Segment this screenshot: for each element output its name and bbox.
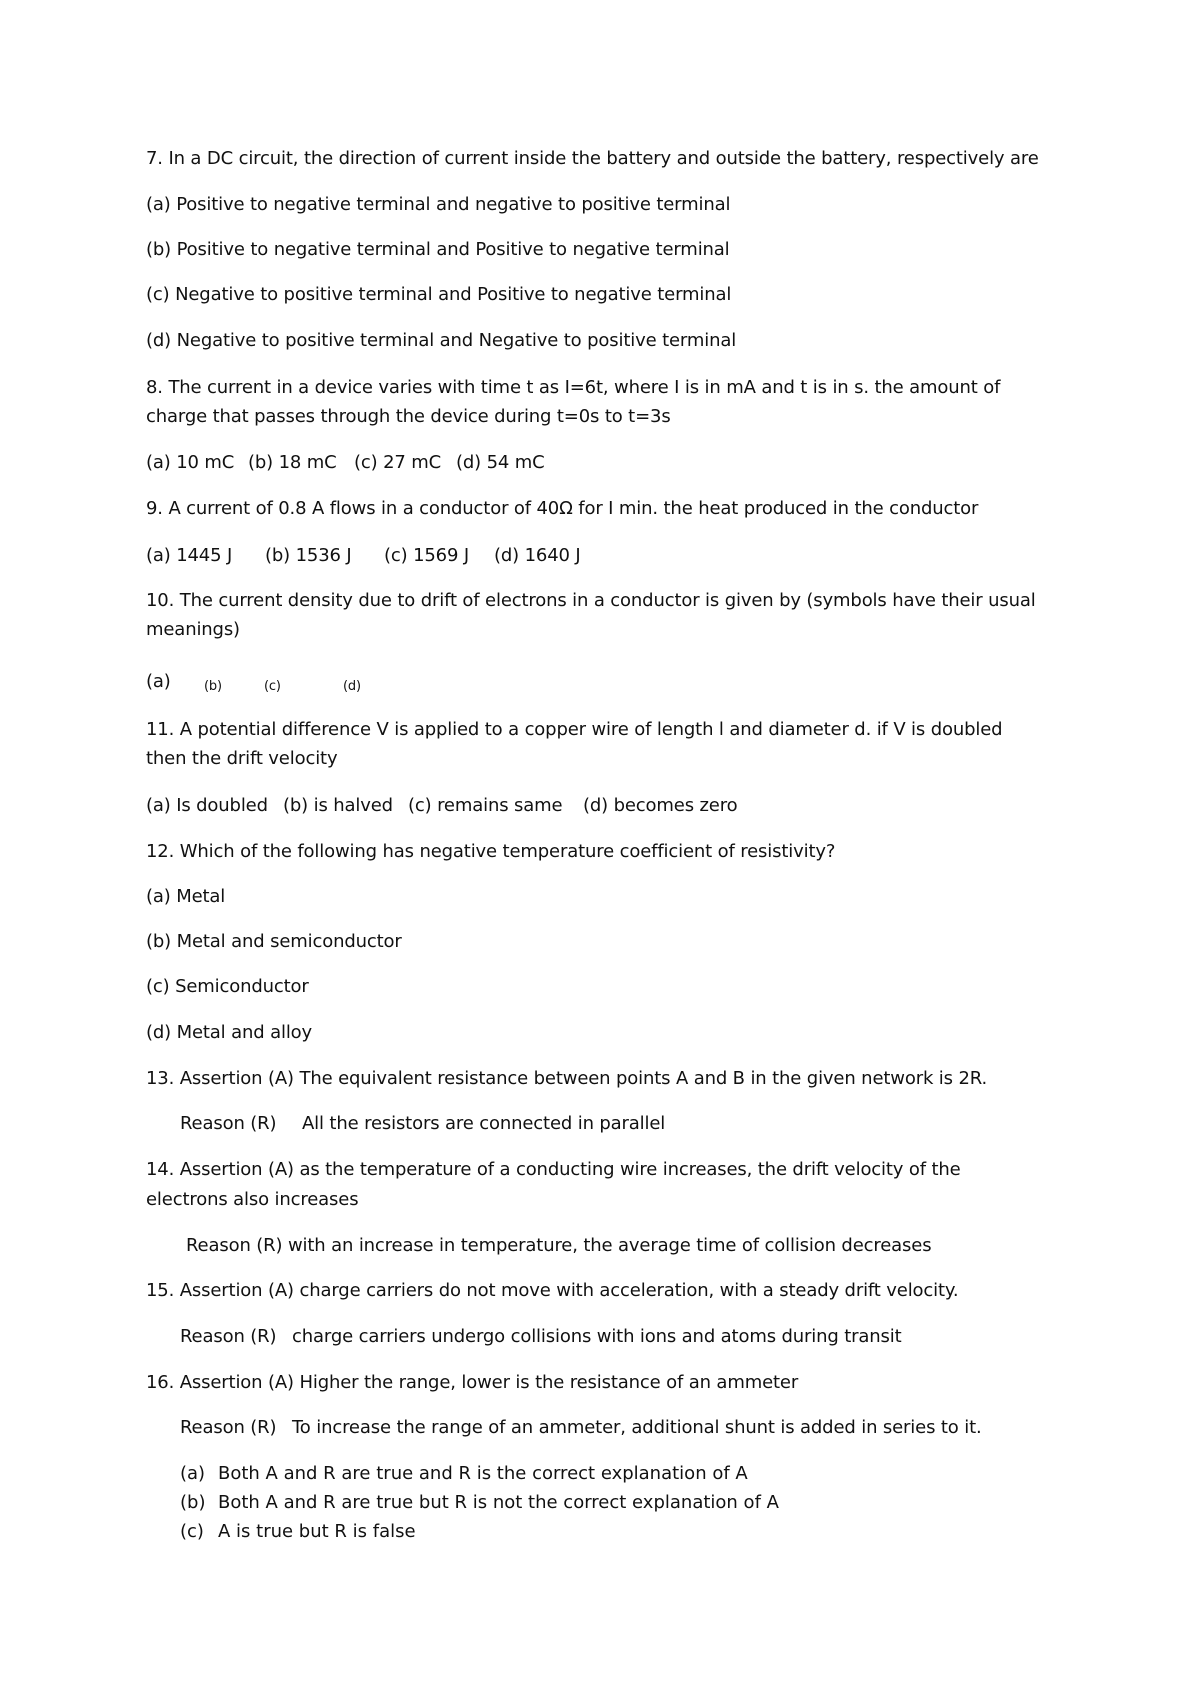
- question-16-option-b-text: Both A and R are true but R is not the correct explanation of A: [218, 1492, 779, 1513]
- question-16-option-b-label: (b): [180, 1492, 206, 1513]
- question-9-stem: 9. A current of 0.8 A flows in a conductor of 40Ω for I min. the heat produced in the conductor: [146, 498, 979, 519]
- question-15-reason: charge carriers undergo collisions with ions and atoms during transit: [292, 1326, 902, 1347]
- question-10-option-a: (a): [146, 671, 171, 692]
- question-9-option-c: (c) 1569 J: [384, 545, 470, 566]
- question-12-stem: 12. Which of the following has negative temperature coefficient of resistivity?: [146, 841, 836, 862]
- question-16-option-c-label: (c): [180, 1521, 204, 1542]
- question-11-option-b: (b) is halved: [283, 795, 393, 816]
- question-9-option-a: (a) 1445 J: [146, 545, 233, 566]
- question-10-stem-line2: meanings): [146, 619, 240, 640]
- question-11-option-c: (c) remains same: [408, 795, 563, 816]
- question-7-option-d: (d) Negative to positive terminal and Negative to positive terminal: [146, 330, 737, 351]
- question-15-reason-label: Reason (R): [180, 1326, 277, 1347]
- question-8-stem-line2: charge that passes through the device during t=0s to t=3s: [146, 406, 671, 427]
- question-7-option-c: (c) Negative to positive terminal and Positive to negative terminal: [146, 284, 732, 305]
- question-16-option-a-label: (a): [180, 1463, 206, 1484]
- question-14-assertion-line2: electrons also increases: [146, 1189, 359, 1210]
- question-11-option-a: (a) Is doubled: [146, 795, 268, 816]
- question-8-stem-line1: 8. The current in a device varies with time t as I=6t, where I is in mA and t is in s. the amount of: [146, 377, 1001, 398]
- question-13-reason: All the resistors are connected in parallel: [302, 1113, 666, 1134]
- question-16-option-a-text: Both A and R are true and R is the correct explanation of A: [218, 1463, 748, 1484]
- question-16-option-c-text: A is true but R is false: [218, 1521, 416, 1542]
- question-14-reason: Reason (R) with an increase in temperature, the average time of collision decreases: [186, 1235, 932, 1256]
- question-12-option-b: (b) Metal and semiconductor: [146, 931, 402, 952]
- question-10-option-d: (d): [343, 679, 361, 694]
- question-9-option-b: (b) 1536 J: [265, 545, 352, 566]
- question-10-option-c: (c): [264, 679, 281, 694]
- question-11-stem-line1: 11. A potential difference V is applied to a copper wire of length l and diameter d. if V is doubled: [146, 719, 1003, 740]
- question-12-option-c: (c) Semiconductor: [146, 976, 309, 997]
- question-16-reason: To increase the range of an ammeter, additional shunt is added in series to it.: [292, 1417, 982, 1438]
- question-14-assertion-line1: 14. Assertion (A) as the temperature of a conducting wire increases, the drift velocity of the: [146, 1159, 961, 1180]
- question-7-option-b: (b) Positive to negative terminal and Positive to negative terminal: [146, 239, 730, 260]
- question-15-assertion: 15. Assertion (A) charge carriers do not move with acceleration, with a steady drift velocity.: [146, 1280, 959, 1301]
- question-8-option-b: (b) 18 mC: [248, 452, 337, 473]
- question-8-option-d: (d) 54 mC: [456, 452, 545, 473]
- question-16-reason-label: Reason (R): [180, 1417, 277, 1438]
- question-16-assertion: 16. Assertion (A) Higher the range, lower is the resistance of an ammeter: [146, 1372, 799, 1393]
- question-10-option-b: (b): [204, 679, 222, 694]
- question-9-option-d: (d) 1640 J: [494, 545, 581, 566]
- question-10-stem-line1: 10. The current density due to drift of electrons in a conductor is given by (symbols have their usual: [146, 590, 1036, 611]
- question-11-stem-line2: then the drift velocity: [146, 748, 338, 769]
- question-7-stem: 7. In a DC circuit, the direction of current inside the battery and outside the battery, respectively are: [146, 148, 1039, 169]
- question-7-option-a: (a) Positive to negative terminal and negative to positive terminal: [146, 194, 731, 215]
- question-8-option-c: (c) 27 mC: [354, 452, 442, 473]
- question-12-option-d: (d) Metal and alloy: [146, 1022, 313, 1043]
- question-13-assertion: 13. Assertion (A) The equivalent resistance between points A and B in the given network is 2R.: [146, 1068, 988, 1089]
- question-8-option-a: (a) 10 mC: [146, 452, 235, 473]
- question-11-option-d: (d) becomes zero: [583, 795, 738, 816]
- question-13-reason-label: Reason (R): [180, 1113, 277, 1134]
- question-12-option-a: (a) Metal: [146, 886, 226, 907]
